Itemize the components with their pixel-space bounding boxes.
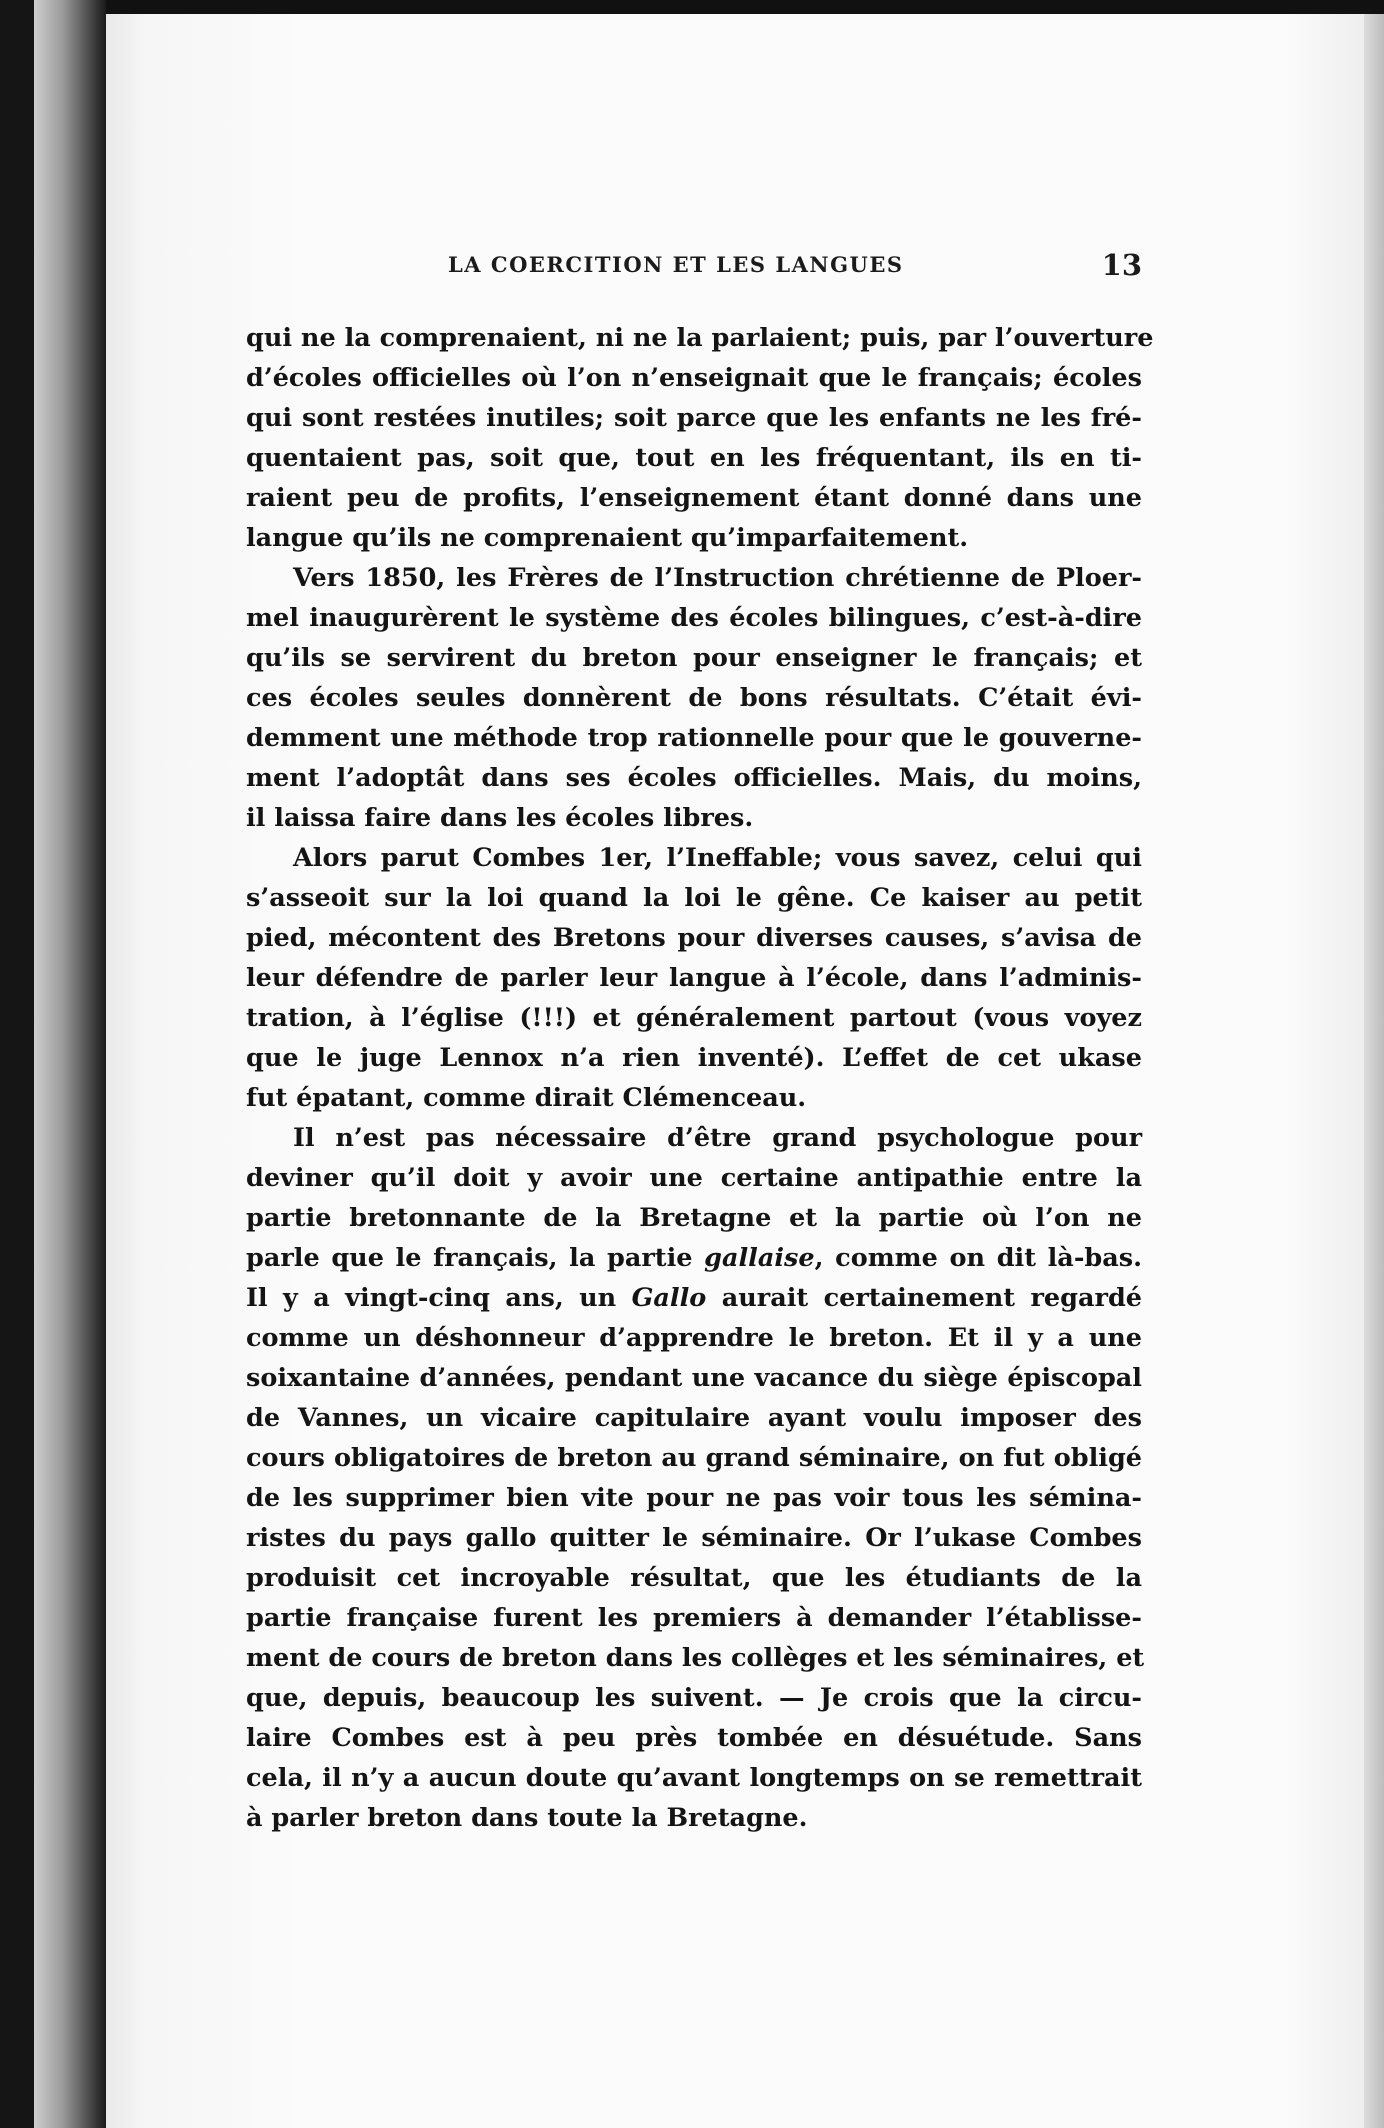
text-line: il laissa faire dans les écoles libres. <box>246 803 754 833</box>
text-line: demment une méthode trop rationnelle pour que le gouverne- <box>246 723 1142 753</box>
text-line: quentaient pas, soit que, tout en les fréquentant, ils en ti- <box>246 443 1142 473</box>
running-head: LA COERCITION ET LES LANGUES <box>448 252 904 277</box>
text-line: ristes du pays gallo quitter le séminaire. Or l’ukase Combes <box>246 1523 1142 1553</box>
text-line: ces écoles seules donnèrent de bons résultats. C’était évi- <box>246 683 1142 713</box>
text-line: s’asseoit sur la loi quand la loi le gêne. Ce kaiser au petit <box>246 883 1142 913</box>
text-line: qui ne la comprenaient, ni ne la parlaient; puis, par l’ouverture <box>246 323 1154 353</box>
text-line: partie bretonnante de la Bretagne et la partie où l’on ne <box>246 1203 1142 1233</box>
text-line: Alors parut Combes 1er, l’Ineffable; vous savez, celui qui <box>293 843 1142 873</box>
text-line: tration, à l’église (!!!) et généralement partout (vous voyez <box>246 1003 1142 1033</box>
text-line: ment de cours de breton dans les collèges et les séminaires, et <box>246 1643 1145 1673</box>
text-line: Il n’est pas nécessaire d’être grand psychologue pour <box>293 1123 1142 1153</box>
text-line: Il y a vingt-cinq ans, un Gallo aurait certainement regardé <box>246 1283 1142 1313</box>
text-line: ment l’adoptât dans ses écoles officielles. Mais, du moins, <box>246 763 1142 793</box>
text-line: cela, il n’y a aucun doute qu’avant longtemps on se remettrait <box>246 1763 1142 1793</box>
text-line: langue qu’ils ne comprenaient qu’imparfaitement. <box>246 523 969 553</box>
page-header <box>248 248 1142 288</box>
text-line: fut épatant, comme dirait Clémenceau. <box>246 1083 807 1113</box>
scan-top-border <box>0 0 1384 14</box>
text-line: leur défendre de parler leur langue à l’école, dans l’adminis- <box>246 963 1142 993</box>
text-line: produisit cet incroyable résultat, que les étudiants de la <box>246 1563 1142 1593</box>
text-line: laire Combes est à peu près tombée en désuétude. Sans <box>246 1723 1142 1753</box>
text-line: soixantaine d’années, pendant une vacance du siège épiscopal <box>246 1363 1142 1393</box>
scan-left-border <box>0 0 34 2128</box>
text-line: Vers 1850, les Frères de l’Instruction chrétienne de Ploer- <box>293 563 1142 593</box>
text-line: parle que le français, la partie gallaise, comme on dit là-bas. <box>246 1243 1143 1273</box>
text-line: qui sont restées inutiles; soit parce que les enfants ne les fré- <box>246 403 1142 433</box>
page-right-edge <box>1364 14 1384 2128</box>
text-line: de Vannes, un vicaire capitulaire ayant voulu imposer des <box>246 1403 1142 1433</box>
text-line: partie française furent les premiers à demander l’établisse- <box>246 1603 1142 1633</box>
body-text <box>246 318 1154 1838</box>
text-line: que, depuis, beaucoup les suivent. — Je crois que la circu- <box>246 1683 1142 1713</box>
text-line: pied, mécontent des Bretons pour diverses causes, s’avisa de <box>246 923 1142 953</box>
book-spine-shadow <box>34 0 106 2128</box>
text-line: cours obligatoires de breton au grand séminaire, on fut obligé <box>246 1443 1142 1473</box>
page-number: 13 <box>1101 248 1142 282</box>
text-line: qu’ils se servirent du breton pour enseigner le français; et <box>246 643 1142 673</box>
text-line: deviner qu’il doit y avoir une certaine antipathie entre la <box>246 1163 1142 1193</box>
text-line: mel inaugurèrent le système des écoles bilingues, c’est-à-dire <box>246 603 1142 633</box>
text-line: de les supprimer bien vite pour ne pas voir tous les sémina- <box>246 1483 1142 1513</box>
text-line: que le juge Lennox n’a rien inventé). L’effet de cet ukase <box>246 1043 1142 1073</box>
text-line: à parler breton dans toute la Bretagne. <box>246 1803 808 1833</box>
text-line: raient peu de profits, l’enseignement étant donné dans une <box>246 483 1142 513</box>
text-line: comme un déshonneur d’apprendre le breton. Et il y a une <box>246 1323 1142 1353</box>
text-line: d’écoles officielles où l’on n’enseignait que le français; écoles <box>246 363 1142 393</box>
